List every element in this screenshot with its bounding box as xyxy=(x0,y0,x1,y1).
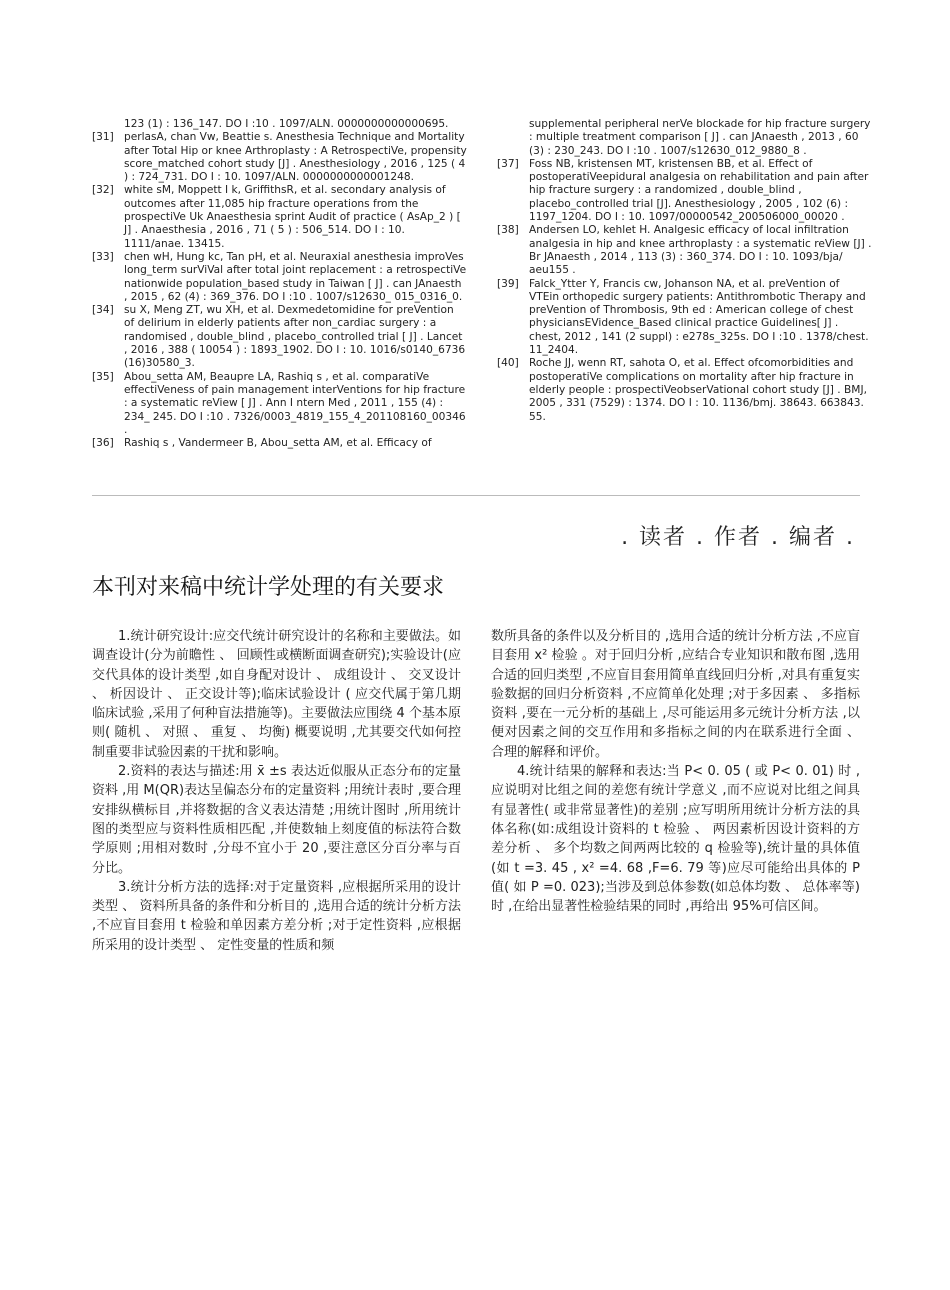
body-paragraph: 数所具备的条件以及分析目的 ,选用合适的统计分析方法 ,不应盲目套用 x² 检验 。对于回归分析 ,应结合专业知识和散布图 ,选用合适的回归类型 ,不应盲目套用简单直线回归分析 ,对具有重复实验数据的回归分析资料 ,不应简单化处理 ;对于多因素 、 多指标资料 ,要在一元分析的基础上 ,尽可能运用多元统计分析方法 ,以便对因素之间的交互作用和多指标之间的内在联系进行全面 、 合理的解释和评价。 xyxy=(491,629,860,760)
reference-item: supplemental peripheral nerVe blockade for hip fracture surgery : multiple treatment comparison [ J] . can JAnaesth , 2013 , 60 xyxy=(529,118,871,144)
reference-item: [40] Roche JJ, wenn RT, sahota O, et al. Effect ofcomorbidities and postoperatiVe complications on mortality after hip fracture in elderly people : prospectiVeobserVational cohort study [J] . BMJ, 2005 , 331 (7529) : 1374. DO I : 10. 1136/bmj. 38643. 663843. 55. xyxy=(497,357,867,423)
reference-item: [39] Falck_Ytter Y, Francis cw, Johanson NA, et al. preVention of VTEin orthopedic surgery patients: Antithrombotic Therapy and preVention of Thrombosis, 9th ed : American college of chest physiciansEVidence_Based clinical practice Guidelines[ J] . chest, 2012 , 141 (2 suppl) : e278s_325s. DO I :10 . 1378/chest. 11_2404. xyxy=(497,277,869,357)
reference-item: [31] perlasA, chan Vw, Beattie s. Anesthesia Technique and Mortality after Total Hip or knee Arthroplasty : A RetrospectiVe, propensity score_matched cohort study [J] . Anesthesiology , 2016 , 125 ( 4 ) : 724_731. DO I : 10. 1097/ALN. 0000000000001248. xyxy=(92,131,467,184)
reference-item: [33] chen wH, Hung kc, Tan pH, et al. Neuraxial anesthesia improVes long_term surViVal after total joint replacement : a retrospectiVe nationwide population_based study in Taiwan [ J] . can JAnaesth , 2015 , 62 (4) : 369_376. DO I :10 . 1007/s12630_ 015_0316_0. xyxy=(92,250,467,303)
section-divider xyxy=(92,495,860,496)
reference-item: [38] Andersen LO, kehlet H. Analgesic efficacy of local infiltration analgesia in hip and knee arthroplasty : a systematic reView [J] . Br JAnaesth , 2014 , 113 (3) : 360_374. DO I : 10. 1093/bja/ aeu155 . xyxy=(497,224,872,277)
article-body xyxy=(92,627,860,955)
reference-column-left xyxy=(92,118,467,450)
body-paragraph: 2.资料的表达与描述:用 x̄ ±s 表达近似服从正态分布的定量资料 ,用 M(QR)表达呈偏态分布的定量资料 ;用统计表时 ,要合理安排纵横标目 ,并将数据的含义表达清楚 ;用统计图时 ,所用统计图的类型应与资料性质相匹配 ,并使数轴上刻度值的标法符合数学原则 ;用相对数时 ,分母不宜小于 20 ,要注意区分百分率与百分比。 xyxy=(92,764,461,876)
reference-item: [32] white sM, Moppett I k, GriffithsR, et al. secondary analysis of outcomes after 11,085 hip fracture operations from the prospectiVe Uk Anaesthesia sprint Audit of practice ( AsAp_2 ) [ J] . Anaesthesia , 2016 , 71 ( 5 ) : 506_514. DO I : 10. 1111/anae. 13415. xyxy=(92,184,461,250)
body-paragraph: 4.统计结果的解释和表达:当 P< 0. 05 ( 或 P< 0. 01) 时 ,应说明对比组之间的差您有统计学意义 ,而不应说对比组之间具有显著性( 或非常显著性)的差别 ;应写明所用统计分析方法的具体名称(如:成组设计资料的 t 检验 、 两因素析因设计资料的方差分析 、 多个均数之间两两比较的 q 检验等),统计量的具体值(如 t =3. 45 , x² =4. 68 ,F=6. 79 等)应尽可能给出具体的 P 值( 如 P =0. 023);当涉及到总体参数(如总体均数 、 总体率等)时 ,在给出显著性检验结果的同时 ,再给出 95%可信区间。 xyxy=(491,764,860,915)
reference-list xyxy=(92,118,872,450)
body-paragraph: 3.统计分析方法的选择:对于定量资料 ,应根据所采用的设计类型 、 资料所具备的条件和分析目的 ,选用合适的统计分析方法 ,不应盲目套用 t 检验和单因素方差分析 ;对于定性资料 ,应根据所采用的设计类型 、 定性变量的性质和频 xyxy=(92,879,461,953)
body-column-right xyxy=(491,627,860,955)
reference-item: (3) : 230_243. DO I :10 . 1007/s12630_012_9880_8 . xyxy=(529,144,807,157)
body-column-left xyxy=(92,627,461,955)
section-tag: . 读者 . 作者 . 编者 . xyxy=(621,525,855,550)
reference-item: [34] su X, Meng ZT, wu XH, et al. Dexmedetomidine for preVention of delirium in elderly patients after non_cardiac surgery : a randomised , double_blind , placebo_controlled trial [ J] . Lancet , 2016 , 388 ( 10054 ) : 1893_1902. DO I : 10. 1016/s0140_6736 (16)30580_3. xyxy=(92,304,466,370)
body-paragraph: 1.统计研究设计:应交代统计研究设计的名称和主要做法。如调查设计(分为前瞻性 、 回顾性或横断面调查研究);实验设计(应交代具体的设计类型 ,如自身配对设计 、 成组设计 、 交叉设计 、 析因设计 、 正交设计等);临床试验设计 ( 应交代属于第几期临床试验 ,采用了何种盲法措施等)。主要做法应围绕 4 个基本原则( 随机 、 对照 、 重复 、 均衡) 概要说明 ,尤其要交代如何控制重要非试验因素的干扰和影响。 xyxy=(92,629,461,760)
reference-item: [36] Rashiq s , Vandermeer B, Abou_setta AM, et al. Efficacy of xyxy=(92,437,432,450)
article-title: 本刊对来稿中统计学处理的有关要求 xyxy=(92,575,445,600)
reference-item: 123 (1) : 136_147. DO I :10 . 1097/ALN. 0000000000000695. xyxy=(124,118,449,130)
reference-item: [35] Abou_setta AM, Beaupre LA, Rashiq s , et al. comparatiVe effectiVeness of pain management interVentions for hip fracture : a systematic reView [ J] . Ann I ntern Med , 2011 , 155 (4) : 234_ 245. DO I :10 . 7326/0003_4819_155_4_201108160_00346 . xyxy=(92,370,466,436)
reference-column-right xyxy=(497,118,872,450)
reference-item: [37] Foss NB, kristensen MT, kristensen BB, et al. Effect of postoperatiVeepidural analgesia on rehabilitation and pain after hip fracture surgery : a randomized , double_blind , placebo_controlled trial [J]. Anesthesiology , 2005 , 102 (6) : 1197_1204. DO I : 10. 1097/00000542_200506000_00020 . xyxy=(497,157,869,224)
